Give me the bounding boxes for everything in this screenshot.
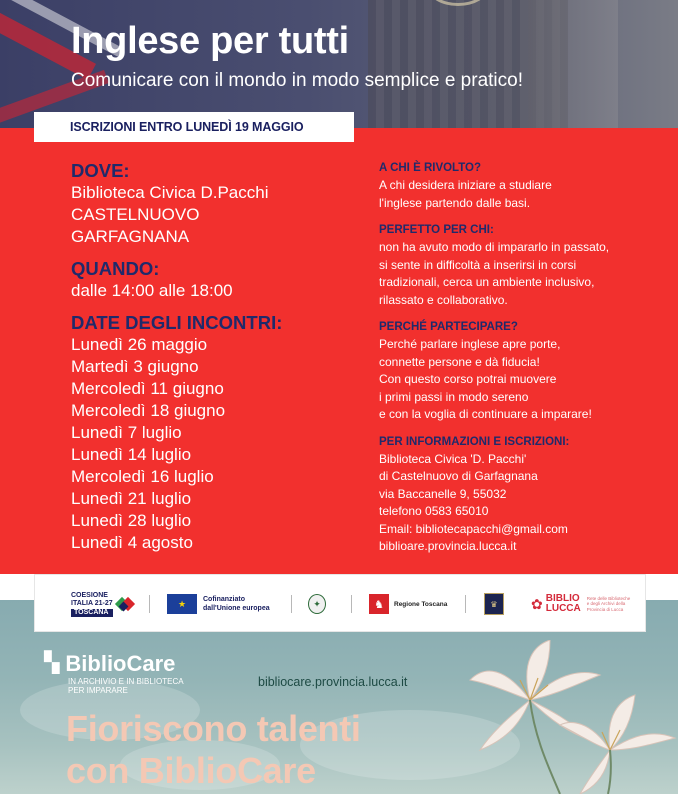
lily-flowers-image bbox=[460, 640, 678, 794]
audience-heading: A CHI È RIVOLTO? bbox=[379, 162, 482, 174]
partner-logos-bar bbox=[34, 574, 646, 632]
why-line: e con la voglia di continuare a imparare! bbox=[379, 407, 592, 421]
crest-icon: ♛ bbox=[484, 593, 504, 615]
logo-divider bbox=[465, 595, 466, 613]
biblio-lucca-logo bbox=[531, 575, 631, 633]
dates-heading: DATE DEGLI INCONTRI: bbox=[71, 312, 283, 333]
date-item: Lunedì 21 luglio bbox=[71, 489, 192, 508]
why-line: Perché parlare inglese apre porte, bbox=[379, 337, 561, 351]
where-line: CASTELNUOVO bbox=[71, 205, 200, 224]
date-item: Mercoledì 11 giugno bbox=[71, 379, 224, 398]
biblio-label-1: BIBLIO bbox=[545, 593, 580, 604]
why-line: Con questo corso potrai muovere bbox=[379, 372, 557, 386]
audience-line: A chi desidera iniziare a studiare bbox=[379, 178, 552, 192]
coesione-region: TOSCANA bbox=[71, 609, 113, 617]
date-item: Mercoledì 18 giugno bbox=[71, 401, 226, 420]
when-heading: QUANDO: bbox=[71, 258, 160, 279]
contact-line: via Baccanelle 9, 55032 bbox=[379, 486, 507, 501]
tagline-line: PER IMPARARE bbox=[68, 686, 128, 695]
date-item: Lunedì 28 luglio bbox=[71, 511, 192, 530]
regione-toscana-logo bbox=[369, 575, 447, 633]
date-item: Lunedì 26 maggio bbox=[71, 335, 208, 354]
where-line: Biblioteca Civica D.Pacchi bbox=[71, 183, 269, 202]
audience-line: l'inglese partendo dalle basi. bbox=[379, 195, 531, 210]
where-line: GARFAGNANA bbox=[71, 227, 190, 246]
bibliocare-name: BiblioCare bbox=[65, 651, 176, 676]
bookmark-icon: ▚ bbox=[44, 652, 60, 674]
italian-republic-emblem bbox=[308, 575, 326, 633]
perfect-line: non ha avuto modo di impararlo in passato, bbox=[379, 240, 610, 254]
contact-email: Email: bibliotecapacchi@gmail.com bbox=[379, 521, 568, 536]
bibliocare-url[interactable]: bibliocare.provincia.lucca.it bbox=[258, 675, 408, 689]
coesione-mark-icon bbox=[117, 595, 135, 613]
page-title: Inglese per tutti bbox=[71, 20, 349, 62]
why-line: connette persone e dà fiducia! bbox=[379, 354, 540, 369]
tower-edge-image bbox=[528, 0, 618, 128]
date-item: Lunedì 14 luglio bbox=[71, 445, 192, 464]
perfect-line: rilassato e collaborativo. bbox=[379, 292, 508, 307]
when-text: dalle 14:00 alle 18:00 bbox=[71, 281, 233, 300]
contact-line: di Castelnuovo di Garfagnana bbox=[379, 469, 538, 483]
coesione-label-2: ITALIA 21-27 bbox=[71, 599, 113, 607]
bibliocare-tagline bbox=[68, 677, 228, 695]
biblio-label-2: LUCCA bbox=[545, 603, 581, 614]
slogan-line: con BiblioCare bbox=[66, 750, 316, 791]
logo-divider bbox=[149, 595, 150, 613]
eu-label-2: dall'Unione europea bbox=[203, 605, 270, 612]
contact-line: Biblioteca Civica 'D. Pacchi' bbox=[379, 451, 527, 466]
toscana-label: Regione Toscana bbox=[394, 600, 448, 608]
date-item: Martedì 3 giugno bbox=[71, 357, 199, 376]
biblio-network-text: Rete delle Biblioteche e degli Archivi della Provincia di Lucca bbox=[586, 595, 631, 612]
slogan-line: Fioriscono talenti bbox=[66, 708, 361, 749]
pegasus-icon: ♞ bbox=[369, 594, 389, 614]
logo-divider bbox=[291, 595, 292, 613]
contact-phone: telefono 0583 65010 bbox=[379, 504, 489, 518]
coesione-italia-logo bbox=[71, 575, 135, 633]
footer-slogan bbox=[66, 708, 361, 792]
page-subtitle: Comunicare con il mondo in modo semplice e pratico! bbox=[71, 70, 523, 91]
why-heading: PERCHÉ PARTECIPARE? bbox=[379, 321, 518, 333]
eu-flag-icon: ★ bbox=[167, 594, 197, 614]
deadline-banner: ISCRIZIONI ENTRO LUNEDÌ 19 MAGGIO bbox=[34, 112, 354, 142]
where-heading: DOVE: bbox=[71, 160, 130, 181]
logo-divider bbox=[351, 595, 352, 613]
perfect-heading: PERFETTO PER CHI: bbox=[379, 224, 494, 236]
bibliocare-brand bbox=[44, 652, 175, 676]
why-line: i primi passi in modo sereno bbox=[379, 389, 529, 404]
perfect-line: si sente in difficoltà a inserirsi in corsi bbox=[379, 257, 577, 272]
tagline-line: IN ARCHIVIO E IN BIBLIOTECA bbox=[68, 677, 184, 686]
flower-mark-icon: ✿ bbox=[531, 595, 543, 612]
provincia-lucca-crest bbox=[484, 575, 504, 633]
perfect-line: tradizionali, cerca un ambiente inclusivo, bbox=[379, 275, 595, 289]
contact-website: biblioare.provincia.lucca.it bbox=[379, 539, 517, 553]
date-item: Lunedì 4 agosto bbox=[71, 533, 193, 552]
star-emblem-icon: ✦ bbox=[308, 594, 326, 614]
eu-label-1: Cofinanziato bbox=[203, 596, 245, 603]
date-item: Mercoledì 16 luglio bbox=[71, 467, 214, 486]
header-banner bbox=[0, 0, 678, 128]
date-item: Lunedì 7 luglio bbox=[71, 423, 182, 442]
coesione-label: COESIONE bbox=[71, 591, 108, 599]
right-column bbox=[379, 160, 659, 556]
contacts-heading: PER INFORMAZIONI E ISCRIZIONI: bbox=[379, 435, 570, 448]
eu-cofinanced-logo bbox=[167, 575, 270, 633]
left-column bbox=[71, 160, 371, 554]
